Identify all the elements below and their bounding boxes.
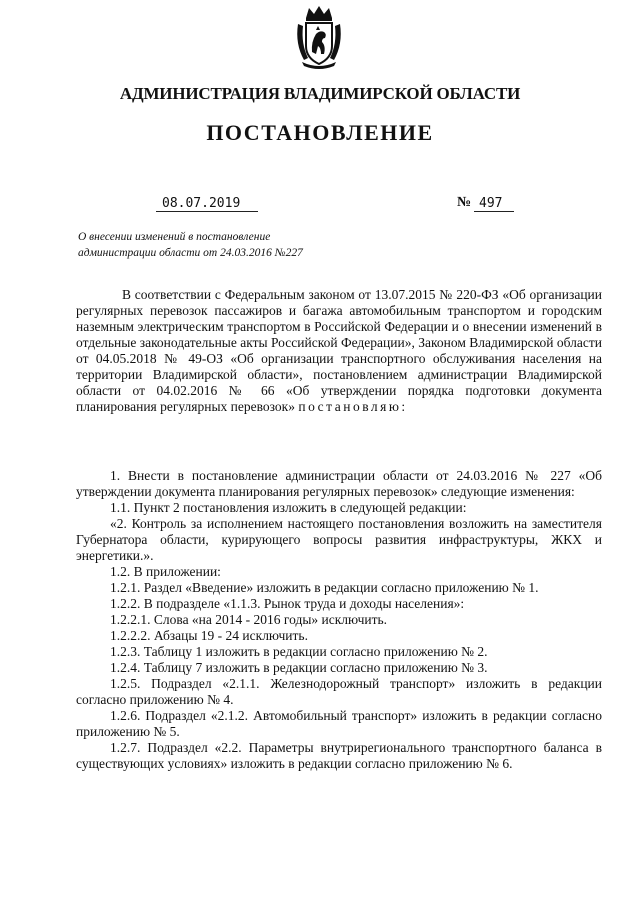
preamble-block: [76, 287, 602, 415]
list-item: 1.2.6. Подраздел «2.1.2. Автомобильный транспорт» изложить в редакции согласно приложению № 5.: [76, 708, 602, 739]
document-type-title: ПОСТАНОВЛЕНИЕ: [206, 120, 434, 145]
list-item: 1.2.2. В подразделе «1.1.3. Рынок труда и доходы населения»:: [110, 596, 465, 611]
subject-line-1: О внесении изменений в постановление: [78, 231, 271, 243]
list-item: 1.2.5. Подраздел «2.1.1. Железнодорожный транспорт» изложить в редакции согласно приложению № 4.: [76, 676, 602, 707]
number-underline: [474, 211, 514, 212]
list-item: 1.2. В приложении:: [110, 564, 221, 579]
list-item: 1.2.1. Раздел «Введение» изложить в редакции согласно приложению № 1.: [110, 580, 539, 595]
date-underline: [156, 211, 258, 212]
list-item: 1.2.2.1. Слова «на 2014 - 2016 годы» исключить.: [110, 612, 388, 627]
list-item: «2. Контроль за исполнением настоящего постановления возложить на заместителя Губернатора области, курирующего вопросы развития инфраструктуры, ЖКХ и энергетики.».: [76, 516, 602, 563]
preamble-paragraph: [76, 287, 602, 415]
document-date: 08.07.2019: [162, 196, 241, 211]
amendments-list: [76, 468, 602, 772]
document-number: 497: [479, 196, 503, 211]
preamble-text: В соответствии с Федеральным законом от 13.07.2015 № 220-ФЗ «Об организации регулярных перевозок пассажиров и багажа автомобильным транспортом и городским наземным электрическим транспортом в Российской Федерации и о внесении изменений в отдельные законодательные акты Российской Федерации», Законом Владимирской области от 04.05.2018 № 49-ОЗ «Об организации транспортного обслуживания населения на территории Владимирской области», постановлением администрации Владимирской области от 04.02.2016 № 66 «Об утверждении порядка подготовки документа планирования регулярных перевозок»: [76, 287, 602, 414]
subject-line-2: администрации области от 24.03.2016 №227: [78, 247, 303, 259]
document-number-label: №: [457, 195, 472, 210]
list-item: 1.2.7. Подраздел «2.2. Параметры внутрирегионального транспортного баланса в существующих условиях» изложить в редакции согласно приложению № 6.: [76, 740, 602, 771]
list-item: 1.2.2.2. Абзацы 19 - 24 исключить.: [110, 628, 308, 643]
list-item: 1.1. Пункт 2 постановления изложить в следующей редакции:: [110, 500, 467, 515]
organization-name: АДМИНИСТРАЦИЯ ВЛАДИМИРСКОЙ ОБЛАСТИ: [119, 84, 521, 103]
list-item: 1. Внести в постановление администрации области от 24.03.2016 № 227 «Об утверждении документа планирования регулярных перевозок» следующие изменения:: [76, 468, 602, 499]
list-item: 1.2.3. Таблицу 1 изложить в редакции согласно приложению № 2.: [110, 644, 488, 659]
resolve-word: постановляю:: [298, 399, 408, 414]
list-item: 1.2.4. Таблицу 7 изложить в редакции согласно приложению № 3.: [110, 660, 488, 675]
coat-of-arms-icon: [294, 4, 344, 70]
document-subject: [78, 229, 303, 261]
